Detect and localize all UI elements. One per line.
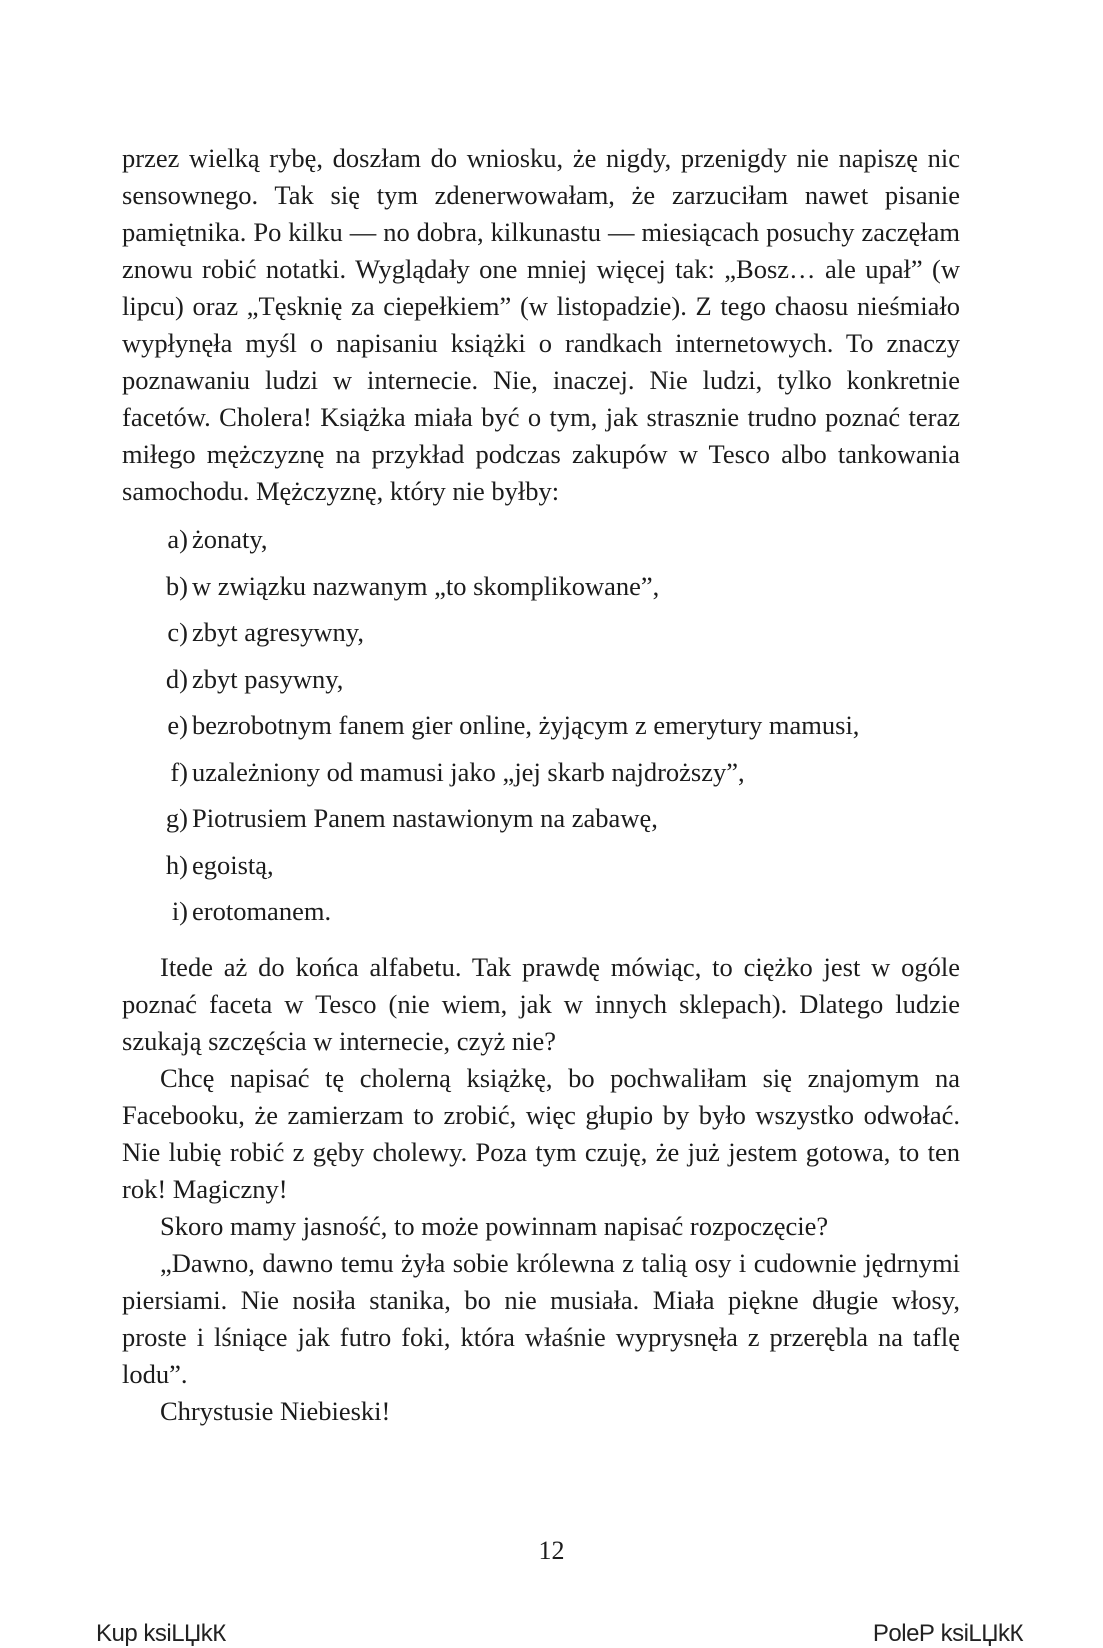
list-item-text: żonaty,: [192, 524, 268, 554]
paragraph: Chcę napisać tę cholerną książkę, bo pochwaliłam się znajomym na Facebooku, że zamierzam to zrobić, więc głupio by było wszystko odwołać. Nie lubię robić z gęby cholewy. Poza tym czuję, że już jestem gotowa, to ten rok! Magiczny!: [122, 1062, 960, 1204]
list-item-label: f): [170, 756, 188, 787]
list-item-label: d): [165, 663, 188, 694]
list-item-text: w związku nazwanym „to skomplikowane”,: [192, 570, 660, 601]
paragraph: przez wielką rybę, doszłam do wniosku, że nigdy, przenigdy nie napiszę nic sensownego. Tak się tym zdenerwowałam, że zarzuciłam nawet pisanie pamiętnika. Po kilku — no dobra, kilkunastu — miesiącach posuchy zaczęłam znowu robić notatki. Wyglądały one mniej więcej tak: „Bosz… ale upał” (w lipcu) oraz „Tęsknię za ciepełkiem” (w listopadzie). Z tego chaosu nieśmiało wypłynęła myśl o napisaniu książki o randkach internetowych. To znaczy poznawaniu ludzi w internecie. Nie, inaczej. Nie ludzi, tylko konkretnie facetów. Cholera! Książka miała być o tym, jak strasznie trudno poznać teraz miłego mężczyznę na przykład podczas zakupów w Tesco albo tankowania samochodu. Mężczyznę, który nie byłby:: [122, 143, 960, 506]
list-item-text: bezrobotnym fanem gier online, żyjącym z emerytury mamusi,: [192, 710, 860, 740]
list-item-text: uzależniony od mamusi jako „jej skarb najdroższy”,: [192, 756, 745, 787]
list-item-text: erotomanem.: [192, 896, 332, 926]
list-item: [122, 842, 960, 889]
list-item: [122, 656, 960, 703]
list-item: [122, 702, 960, 749]
list-item: [122, 749, 960, 796]
list-item-label: c): [167, 617, 188, 647]
list-item: [122, 795, 960, 842]
page-body: [122, 140, 960, 1430]
list-item-text: Piotrusiem Panem nastawionym na zabawę,: [192, 803, 658, 833]
list-item-text: zbyt pasywny,: [192, 663, 344, 694]
list-item-text: egoistą,: [192, 849, 274, 880]
list-item-label: h): [165, 849, 188, 880]
paragraph: „Dawno, dawno temu żyła sobie królewna z talią osy i cudownie jędrnymi piersiami. Nie nosiła stanika, bo nie musiała. Miała piękne długie włosy, proste i lśniące jak futro foki, która właśnie wyprysnęła z przerębla na taflę lodu”.: [122, 1247, 960, 1389]
criteria-list: [122, 516, 960, 935]
list-item-label: b): [165, 570, 188, 601]
paragraph: Skoro mamy jasność, to może powinnam napisać rozpoczęcie?: [160, 1210, 829, 1241]
list-item-label: i): [171, 896, 188, 926]
list-item-text: zbyt agresywny,: [192, 617, 364, 647]
list-item: [122, 609, 960, 656]
list-item: [122, 888, 960, 935]
page-number: 12: [538, 1536, 565, 1565]
footer-recommend-book-link[interactable]: PoleР ksiLЏkК: [872, 1620, 1023, 1647]
paragraph: Chrystusie Niebieski!: [160, 1395, 391, 1426]
paragraph: Itede aż do końca alfabetu. Tak prawdę mówiąc, to ciężko jest w ogóle poznać faceta w Tesco (nie wiem, jak w innych sklepach). Dlatego ludzie szukają szczęścia w internecie, czyż nie?: [122, 951, 960, 1056]
footer-buy-book-link[interactable]: Kup ksiLЏkК: [96, 1620, 226, 1647]
list-item-label: a): [167, 524, 188, 554]
list-item-label: e): [167, 710, 188, 740]
list-item: [122, 516, 960, 563]
list-item-label: g): [165, 803, 188, 833]
list-item: [122, 563, 960, 610]
